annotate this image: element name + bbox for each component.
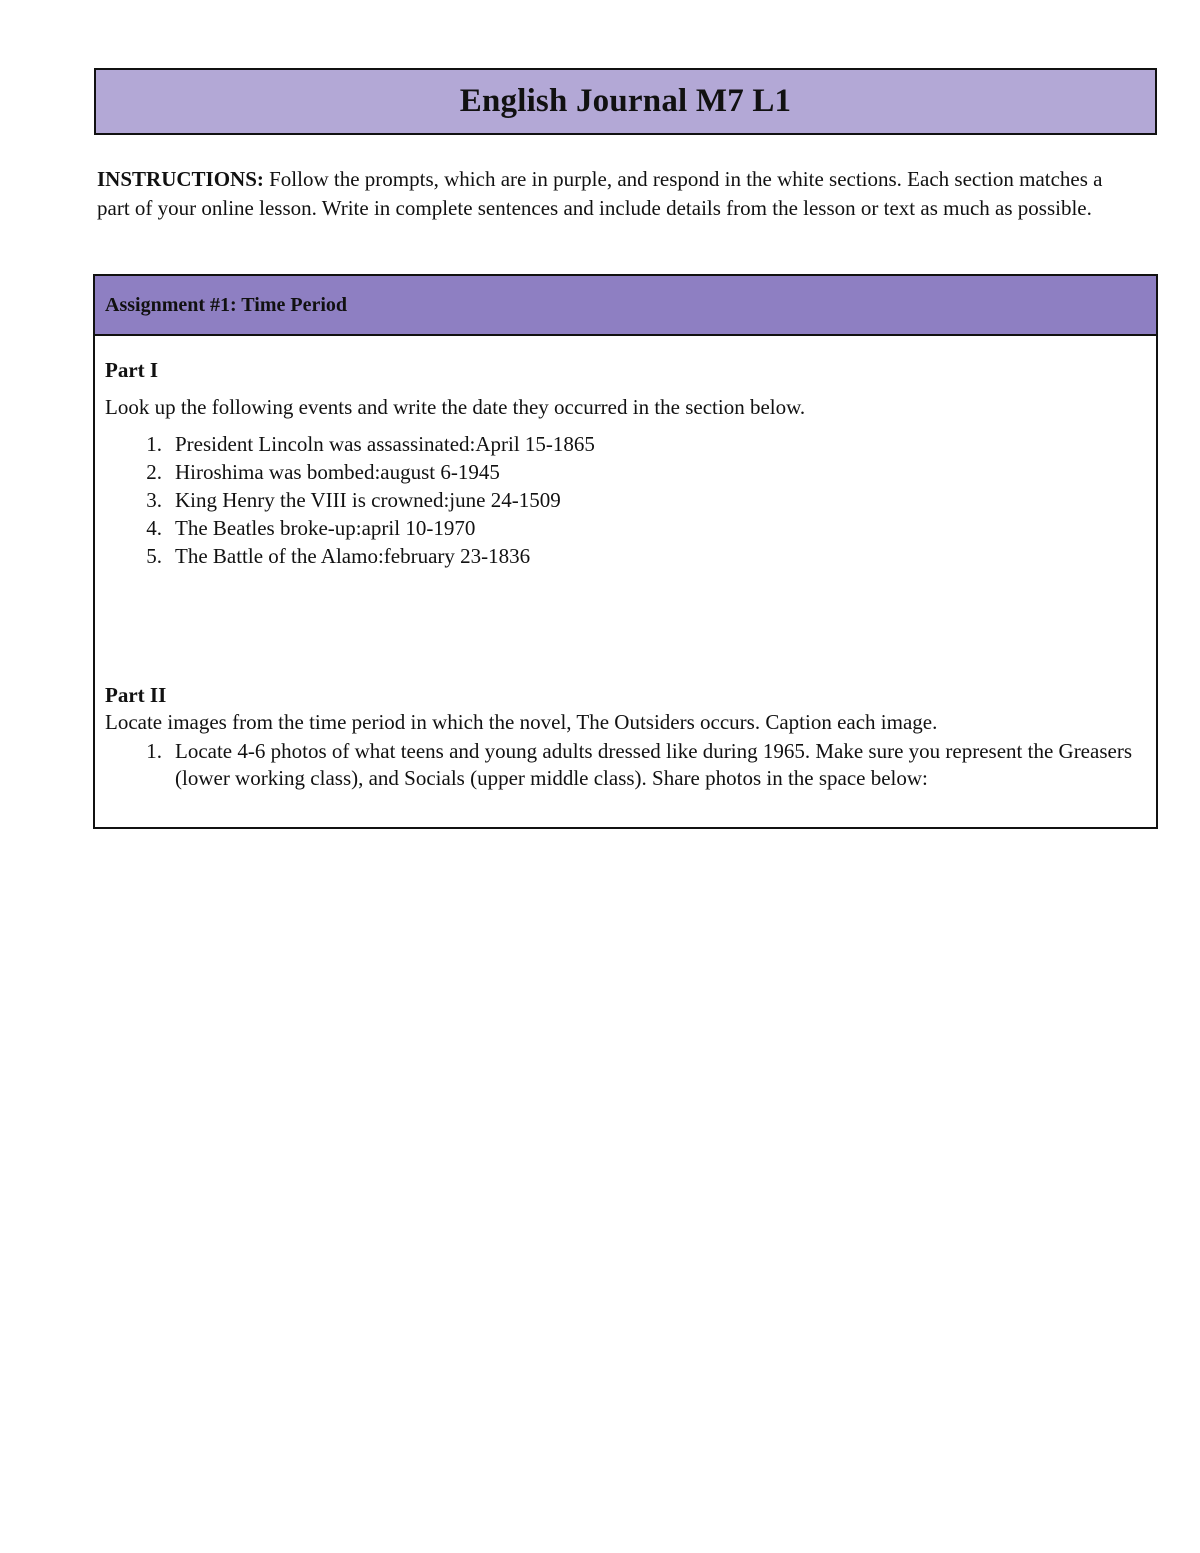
instructions-text: Follow the prompts, which are in purple, and respond in the white sections. Each section matches a part of your online lesson. Write in complete sentences and include details from the lesson or text as much as possible. bbox=[97, 167, 1103, 220]
list-item bbox=[105, 486, 595, 514]
part-2-heading: Part II bbox=[105, 683, 167, 707]
event-response: President Lincoln was assassinated:April 15-1865 bbox=[175, 432, 595, 456]
event-response: Hiroshima was bombed:august 6-1945 bbox=[175, 460, 500, 484]
list-number: 5. bbox=[146, 544, 162, 568]
list-number: 1. bbox=[146, 432, 162, 456]
event-response: The Beatles broke-up:april 10-1970 bbox=[175, 516, 476, 540]
assignment-title: Assignment #1: Time Period bbox=[105, 293, 348, 316]
list-item bbox=[105, 458, 595, 486]
page-title: English Journal M7 L1 bbox=[459, 83, 792, 119]
list-item bbox=[105, 514, 595, 542]
list-number: 3. bbox=[146, 488, 162, 512]
list-item bbox=[105, 738, 1150, 792]
instructions-label: INSTRUCTIONS: bbox=[97, 167, 264, 191]
event-response: The Battle of the Alamo:february 23-1836 bbox=[175, 544, 531, 568]
list-item bbox=[105, 430, 595, 458]
part-1-prompt: Look up the following events and write the date they occurred in the section below. bbox=[105, 395, 806, 419]
list-number: 4. bbox=[146, 516, 162, 540]
instructions-paragraph bbox=[97, 165, 1137, 222]
assignment-header bbox=[95, 276, 1156, 336]
photos-list bbox=[105, 738, 1150, 792]
events-list bbox=[105, 430, 595, 570]
part-1-heading: Part I bbox=[105, 358, 159, 382]
list-number: 2. bbox=[146, 460, 162, 484]
photos-instruction: Locate 4-6 photos of what teens and young adults dressed like during 1965. Make sure you represent the Greasers (lower working class), and Socials (upper middle class). Share photos in the space below: bbox=[175, 739, 1132, 790]
part-2-prompt: Locate images from the time period in which the novel, The Outsiders occurs. Caption each image. bbox=[105, 710, 938, 734]
list-number: 1. bbox=[146, 739, 162, 763]
journal-title-box bbox=[94, 68, 1157, 135]
event-response: King Henry the VIII is crowned:june 24-1509 bbox=[175, 488, 561, 512]
list-item bbox=[105, 542, 595, 570]
assignment-section bbox=[93, 274, 1158, 829]
